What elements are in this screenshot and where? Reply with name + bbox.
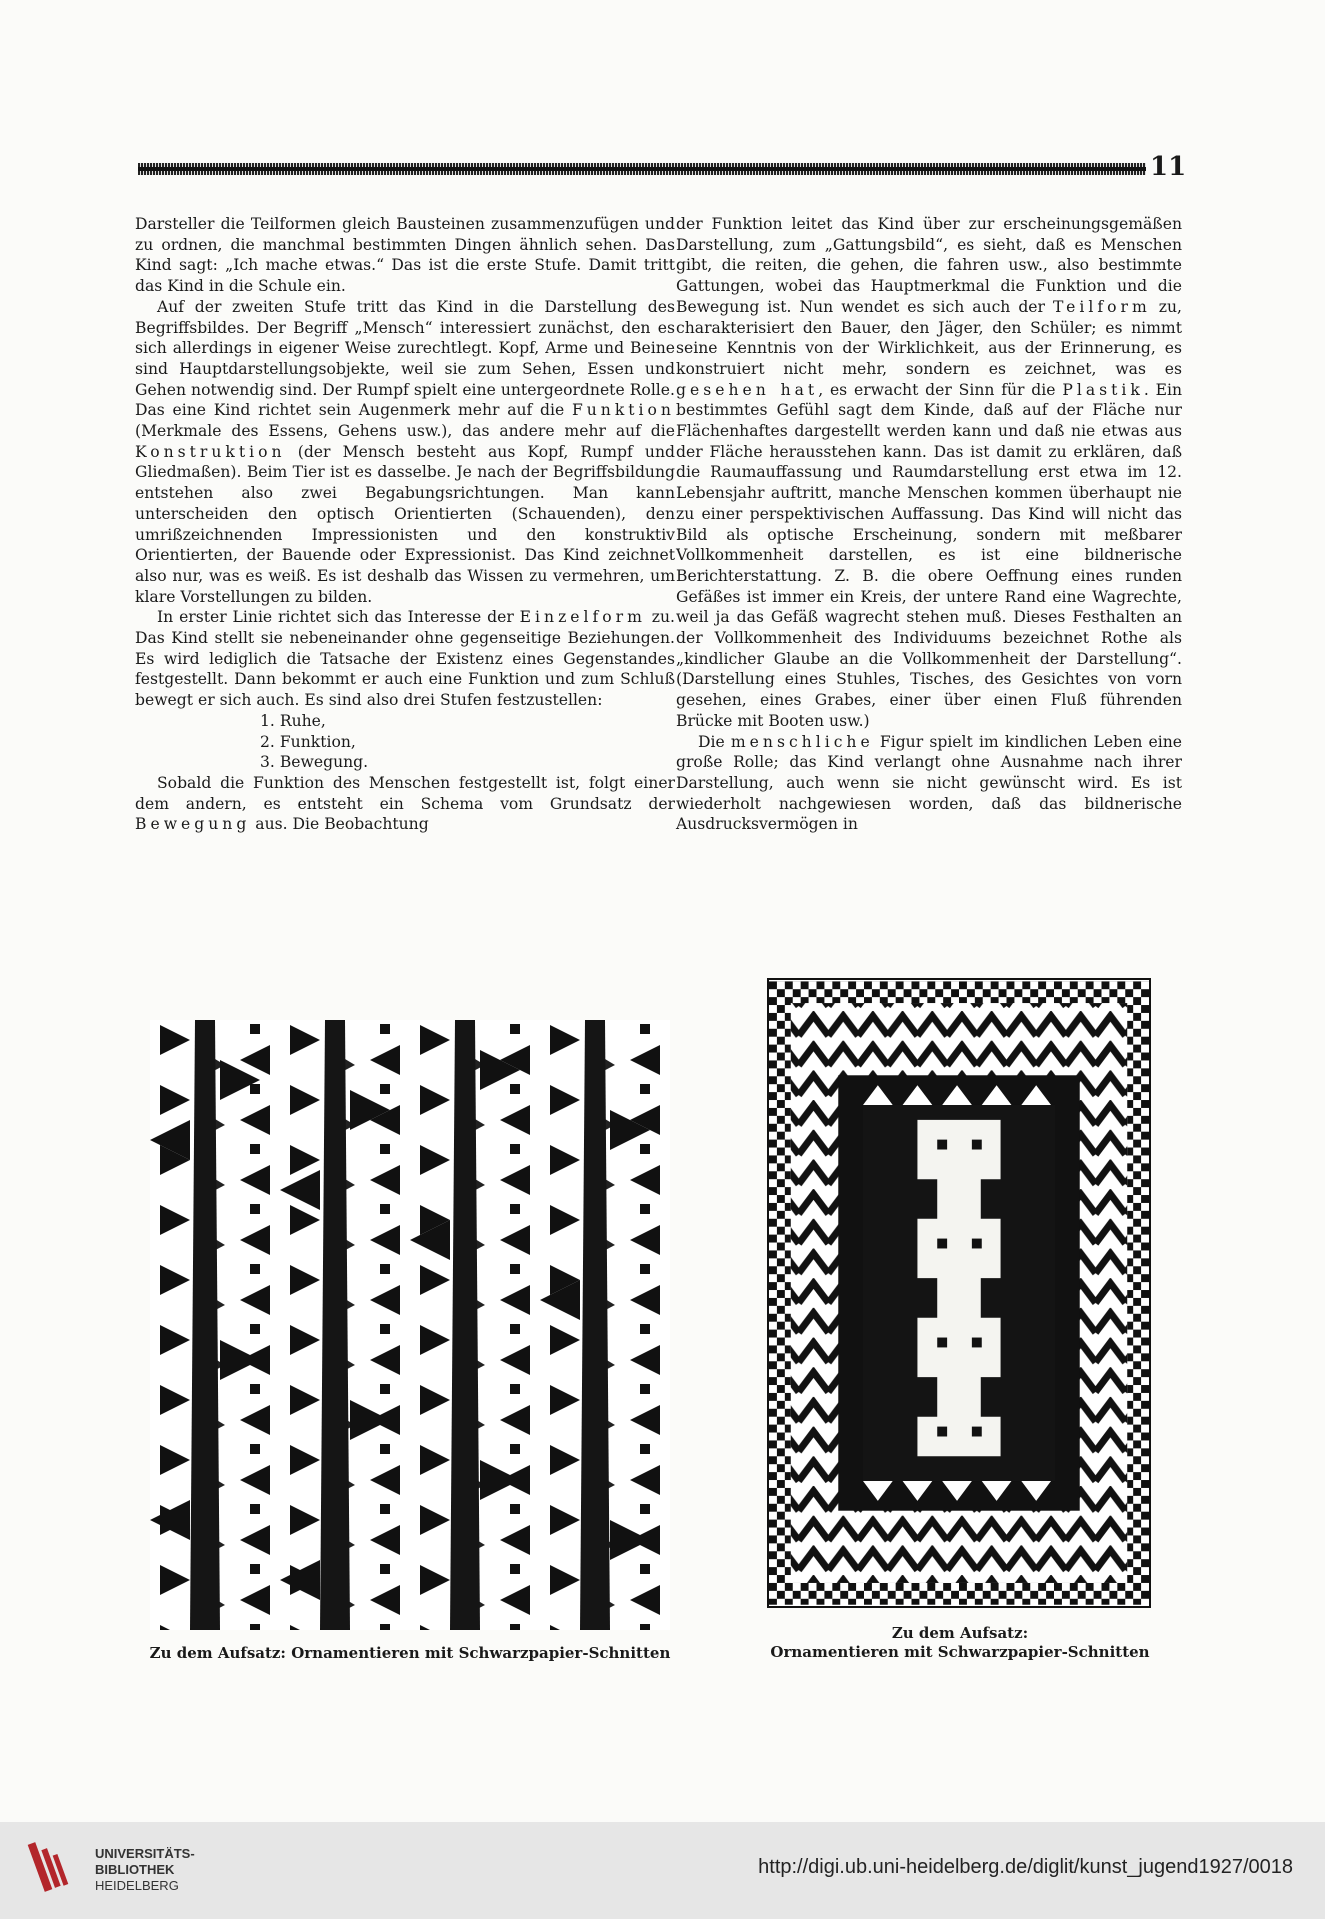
ornament-figure-right: [767, 978, 1151, 1608]
paragraph: Auf der zweiten Stufe tritt das Kind in die Darstellung des Begriffsbildes. Der Begriff „Mensch“ interessiert zunächst, den es sich allerdings in eigener Weise zurechtlegt. Kopf, Arme und Beine sind Hauptdarstellungsobjekte, weil sie zum Sehen, Essen und Gehen notwendig sind. Der Rumpf spielt eine untergeordnete Rolle. Das eine Kind richtet sein Augenmerk mehr auf die Funktion (Merkmale des Essens, Gehens usw.), das andere mehr auf die Konstruktion (der Mensch besteht aus Kopf, Rumpf und Gliedmaßen). Beim Tier ist es dasselbe. Je nach der Begriffsbildung entstehen also zwei Begabungsrichtungen. Man kann unterscheiden den optisch Orientierten (Schauenden), den umrißzeichnenden Impressionisten und den konstruktiv Orientierten, der Bauende oder Expressionist. Das Kind zeichnet also nur, was es weiß. Es ist deshalb das Wissen zu vermehren, um klare Vorstellungen zu bilden.: [135, 297, 675, 606]
stage-list: [260, 711, 675, 773]
library-name: UNIVERSITÄTS- BIBLIOTHEK HEIDELBERG: [95, 1846, 195, 1893]
paragraph: Darsteller die Teilformen gleich Bausteinen zusammenzufügen und zu ordnen, die manchmal bestimmten Dingen ähnlich sehen. Das Kind sagt: „Ich mache etwas.“ Das ist die erste Stufe. Damit tritt das Kind in die Schule ein.: [135, 215, 675, 296]
list-item: 1. Ruhe,: [260, 711, 326, 730]
right-text-column: [676, 214, 1182, 835]
left-text-column: [135, 214, 675, 835]
list-item: 2. Funktion,: [260, 732, 356, 751]
paragraph: der Funktion leitet das Kind über zur erscheinungsgemäßen Darstellung, zum „Gattungsbild“, es sieht, daß es Menschen gibt, die reiten, die gehen, die fahren usw., also bestimmte Gattungen, wobei das Hauptmerkmal die Funktion und die Bewegung ist. Nun wendet es sich auch der Teilform zu, charakterisiert den Bauer, den Jäger, den Schüler; es nimmt seine Kenntnis von der Wirklichkeit, aus der Erinnerung, es konstruiert nicht mehr, sondern es zeichnet, was es gesehen hat, es erwacht der Sinn für die Plastik. Ein bestimmtes Gefühl sagt dem Kinde, daß auf der Fläche nur Flächenhaftes dargestellt werden kann und daß nie etwas aus der Fläche herausstehen kann. Das ist damit zu erklären, daß die Raumauffassung und Raumdarstellung erst etwa im 12. Lebensjahr auftritt, manche Menschen kommen überhaupt nie zu einer perspektivischen Auffassung. Das Kind will nicht das Bild als optische Erscheinung, sondern mit meßbarer Vollkommenheit darstellen, es ist eine bildnerische Berichterstattung. Z. B. die obere Oeffnung eines runden Gefäßes ist immer ein Kreis, der untere Rand eine Wagrechte, weil ja das Gefäß wagrecht stehen muß. Dieses Festhalten an der Vollkommenheit des Individuums bezeichnet Rothe als „kindlicher Glaube an die Vollkommenheit der Darstellung“. (Darstellung eines Stuhles, Tisches, des Gesichtes von vorn gesehen, eines Grabes, einer über einen Fluß führenden Brücke mit Booten usw.): [676, 215, 1183, 730]
paragraph: Sobald die Funktion des Menschen festgestellt ist, folgt einer dem andern, es entsteht ein Schema vom Grundsatz der Bewegung aus. Die Beobachtung: [135, 773, 675, 834]
ornament-figure-left: [150, 1020, 670, 1630]
figure-caption-right: Zu dem Aufsatz: Ornamentieren mit Schwarzpapier-Schnitten: [770, 1624, 1150, 1661]
list-item: 3. Bewegung.: [260, 753, 369, 772]
paragraph: Die menschliche Figur spielt im kindlichen Leben eine große Rolle; das Kind verlangt ohne Ausnahme nach ihrer Darstellung, auch wenn sie nicht gewünscht wird. Es ist wiederholt nachgewiesen worden, daß das bildnerische Ausdrucksvermögen in: [676, 732, 1183, 834]
header-rule: [138, 163, 1146, 175]
source-url-link[interactable]: http://digi.ub.uni-heidelberg.de/diglit/kunst_jugend1927/0018: [758, 1856, 1293, 1878]
library-footer: [0, 1822, 1325, 1919]
library-logo-icon[interactable]: [22, 1838, 78, 1896]
paragraph: In erster Linie richtet sich das Interesse der Einzelform zu. Das Kind stellt sie nebeneinander ohne gegenseitige Beziehungen. Es wird lediglich die Tatsache der Existenz eines Gegenstandes festgestellt. Dann bekommt er auch eine Funktion und zum Schluß bewegt er sich auch. Es sind also drei Stufen festzustellen:: [135, 608, 675, 710]
page-number: 11: [1150, 152, 1187, 182]
figure-caption-left: Zu dem Aufsatz: Ornamentieren mit Schwarzpapier-Schnitten: [149, 1644, 671, 1662]
